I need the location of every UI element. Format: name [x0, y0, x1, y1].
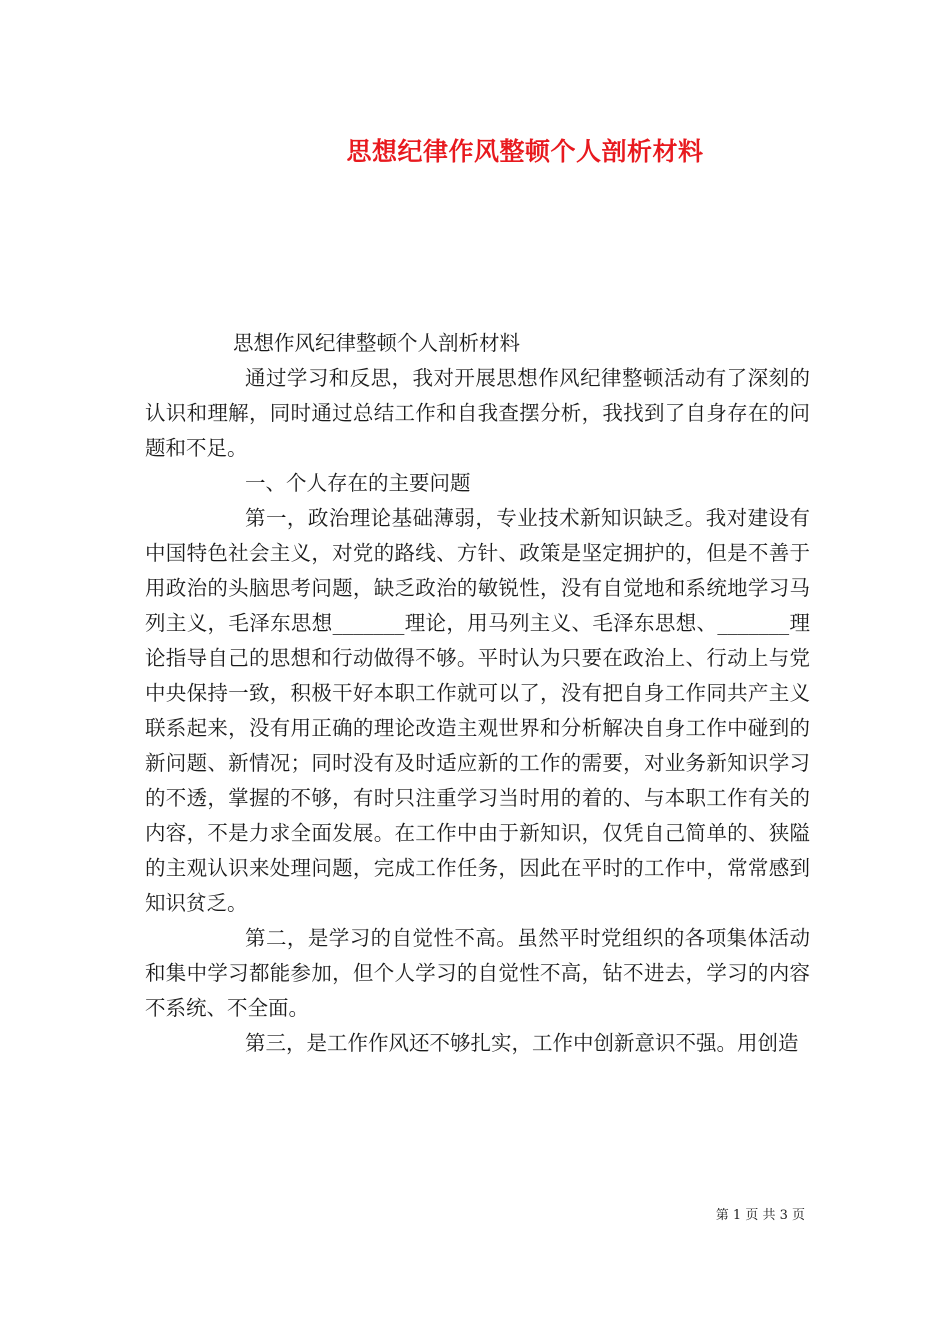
section-heading: 一、个人存在的主要问题	[245, 471, 471, 495]
document-body	[145, 326, 810, 1061]
document-subtitle: 思想作风纪律整顿个人剖析材料	[233, 331, 520, 355]
paragraph-third-issue: 第三，是工作作风还不够扎实，工作中创新意识不强。用创造	[245, 1031, 799, 1055]
page-number-footer: 第 1 页 共 3 页	[715, 1208, 805, 1223]
paragraph-intro: 通过学习和反思，我对开展思想作风纪律整顿活动有了深刻的认识和理解，同时通过总结工作和自我查摆分析，我找到了自身存在的问题和不足。	[145, 366, 810, 460]
paragraph-first-issue: 第一，政治理论基础薄弱，专业技术新知识缺乏。我对建设有中国特色社会主义，对党的路线、方针、政策是坚定拥护的，但是不善于用政治的头脑思考问题，缺乏政治的敏锐性，没有自觉地和系统地学习马列主义，毛泽东思想_______理论，用马列主义、毛泽东思想、_______理论指导自己的思想和行动做得不够。平时认为只要在政治上、行动上与党中央保持一致，积极干好本职工作就可以了，没有把自身工作同共产主义联系起来，没有用正确的理论改造主观世界和分析解决自身工作中碰到的新问题、新情况；同时没有及时适应新的工作的需要，对业务新知识学习的不透，掌握的不够，有时只注重学习当时用的着的、与本职工作有关的内容，不是力求全面发展。在工作中由于新知识，仅凭自己简单的、狭隘的主观认识来处理问题，完成工作任务，因此在平时的工作中，常常感到知识贫乏。	[145, 506, 810, 915]
document-title: 思想纪律作风整顿个人剖析材料	[346, 137, 704, 166]
paragraph-second-issue: 第二，是学习的自觉性不高。虽然平时党组织的各项集体活动和集中学习都能参加，但个人学习的自觉性不高，钻不进去，学习的内容不系统、不全面。	[145, 926, 810, 1020]
